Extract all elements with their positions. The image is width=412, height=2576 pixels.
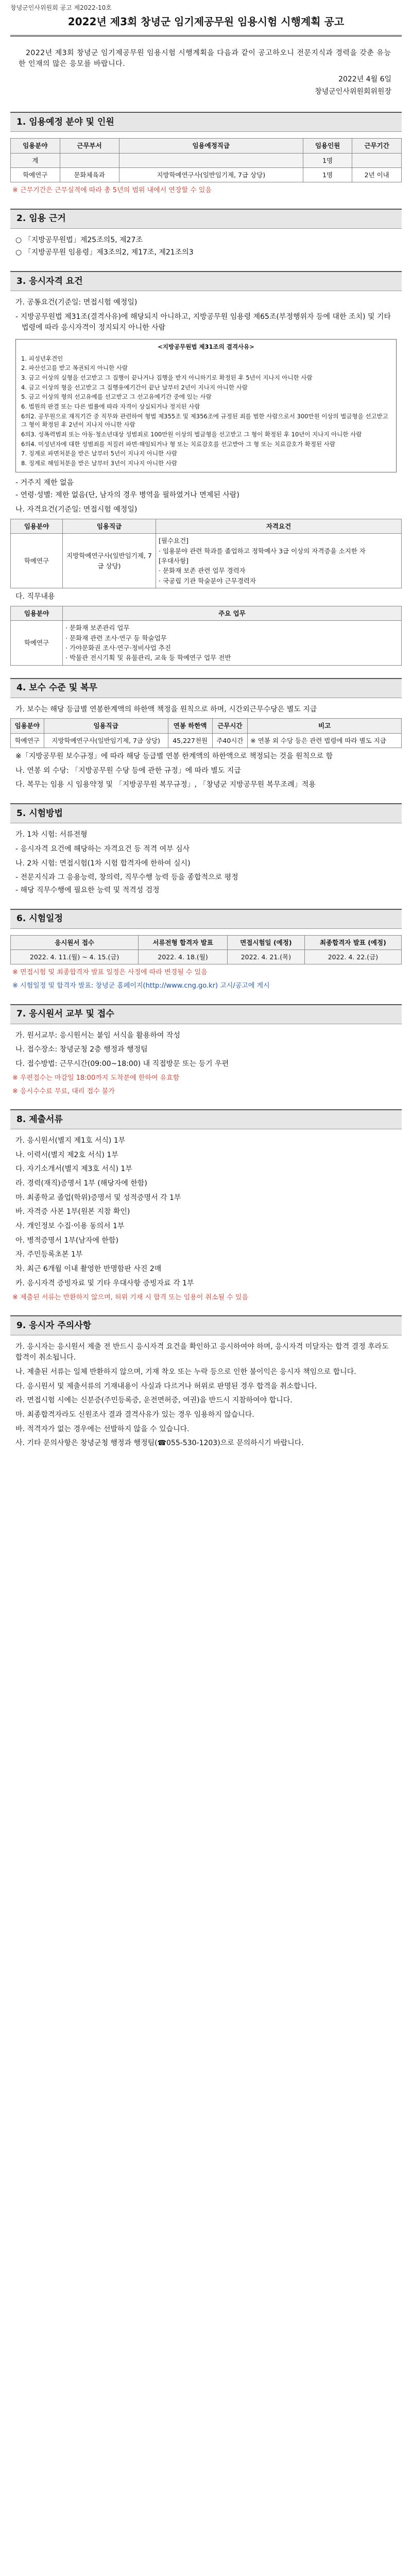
box-title: <지방공무원법 제31조의 결격사유> bbox=[158, 343, 254, 351]
subsection-title: 다. 복무는 임용 시 임용약정 및 「지방공무원 복무규정」, 「창녕군 지방공무원 복무조례」적용 bbox=[15, 781, 316, 789]
subsection-title: 가. 1차 시험: 서류전형 bbox=[15, 831, 88, 839]
section-2-title: 2. 임용 근거 bbox=[16, 213, 66, 224]
list-item: 마. 최종합격자라도 신원조사 결과 결격사유가 있는 경우 임용하지 않습니다. bbox=[15, 1411, 254, 1419]
table-row bbox=[11, 168, 402, 182]
table-header-row bbox=[11, 935, 402, 950]
section-9-header bbox=[10, 1315, 402, 1335]
box-item: 4. 금고 이상의 형을 선고받고 그 집행유예기간이 끝난 날부터 2년이 지나지 아니한 사람 bbox=[21, 383, 248, 391]
table-header: 면접시험일 (예정) bbox=[227, 935, 304, 950]
list-item: 카. 응시자격 증빙자료 및 기타 우대사항 증빙자료 각 1부 bbox=[15, 1279, 194, 1287]
table-cell: 학예연구 bbox=[11, 168, 60, 182]
box-item: 6의2. 공무원으로 재직기간 중 직무와 관련하여 형법 제355조 및 제356조에 규정된 죄를 범한 사람으로서 300만원 이상의 벌금형을 선고받고 그 형이 확정된 후 2년이 지나지 아니한 사람 bbox=[21, 412, 388, 429]
section-7-title: 7. 응시원서 교부 및 접수 bbox=[16, 1009, 114, 1020]
section-8-header bbox=[10, 1109, 402, 1129]
box-item: 1. 피성년후견인 bbox=[21, 354, 63, 362]
list-item: - 전문지식과 그 응용능력, 창의력, 직무수행 능력 등을 종합적으로 평정 bbox=[15, 873, 238, 882]
list-item: 차. 최근 6개월 이내 촬영한 반명함판 사진 2매 bbox=[15, 1265, 162, 1274]
list-item: - 연령·성별: 제한 없음(단, 남자의 경우 병역을 필하였거나 면제된 사람) bbox=[15, 491, 239, 500]
notice-page bbox=[10, 0, 402, 1449]
table-header: 근무시간 bbox=[212, 719, 248, 733]
table-row bbox=[11, 950, 402, 964]
table-cell: 지방학예연구사(일반임기제, 7급 상당) bbox=[63, 534, 156, 588]
duty-table bbox=[10, 606, 402, 666]
table-cell: 계 bbox=[11, 153, 60, 167]
section-5-header bbox=[10, 803, 402, 823]
table-row bbox=[11, 534, 402, 588]
intro-text: 2022년 제3회 창녕군 임기제공무원 임용시험 시행계획을 다음과 같이 공고하오니 전문지식과 경력을 갖춘 유능한 인재의 많은 응모를 바랍니다. bbox=[19, 48, 391, 69]
section-6-title: 6. 시험일정 bbox=[16, 913, 63, 924]
section-4-title: 4. 보수 수준 및 복무 bbox=[16, 683, 97, 693]
section-6-header bbox=[10, 909, 402, 929]
table-header: 임용직급 bbox=[44, 719, 168, 733]
table-cell: 학예연구 bbox=[11, 733, 44, 748]
disqualification-box bbox=[15, 339, 397, 472]
table-cell: 학예연구 bbox=[11, 534, 63, 588]
subsection-title: 다. 직무내용 bbox=[15, 592, 55, 601]
table-header: 연봉 하한액 bbox=[168, 719, 212, 733]
notice-number: 창녕군인사위원회 공고 제2022-10호 bbox=[10, 4, 112, 11]
schedule-note: ※ 시험일정 및 합격자 발표: 창녕군 홈페이지(http://www.cng.go.kr) 고시/공고에 게시 bbox=[12, 982, 270, 990]
list-item: 사. 기타 문의사항은 창녕군청 행정과 행정팀(☎055-530-1203)으로 문의하시기 바랍니다. bbox=[15, 1439, 304, 1448]
table-header: 주요 업무 bbox=[63, 606, 402, 620]
table-header: 최종합격자 발표 (예정) bbox=[304, 935, 401, 950]
title-divider bbox=[10, 35, 402, 37]
table-header-row bbox=[11, 139, 402, 153]
list-item: 사. 개인정보 수집·이용 동의서 1부 bbox=[15, 1222, 125, 1231]
table-header: 서류전형 합격자 발표 bbox=[139, 935, 228, 950]
list-item: 나. 접수장소: 창녕군청 2층 행정과 행정팀 bbox=[15, 1045, 148, 1054]
table-cell: 2022. 4. 21.(목) bbox=[227, 950, 304, 964]
section-4-note: ※「지방공무원 보수규정」에 따라 해당 등급별 연봉 한계액의 하한액으로 책정되는 것을 원칙으로 함 bbox=[15, 752, 333, 761]
table-cell bbox=[352, 153, 402, 167]
table-header: 자격요건 bbox=[156, 519, 402, 533]
list-item: 다. 응시원서 및 제출서류의 기재내용이 사실과 다르거나 허위로 판명된 경우 합격을 취소합니다. bbox=[15, 1382, 317, 1391]
section-1-note: ※ 근무기간은 근무실적에 따라 총 5년의 범위 내에서 연장할 수 있음 bbox=[12, 187, 212, 195]
intro-signature: 창녕군인사위원회위원장 bbox=[315, 87, 391, 96]
list-item: 가. 원서교부: 응시원서는 붙임 서식을 활용하여 작성 bbox=[15, 1031, 180, 1040]
list-item: - 응시자격 요건에 해당하는 자격요건 등 적격 여부 심사 bbox=[15, 844, 190, 853]
list-item: ※ 우편접수는 마감일 18:00까지 도착분에 한하여 유효함 bbox=[12, 1074, 180, 1082]
list-item: - 지방공무원법 제31조(결격사유)에 해당되지 아니하고, 지방공무원 임용령 제65조(부정행위자 등에 대한 조치) 및 기타 법령에 따라 응시자격이 정지되지 아니한 사람 bbox=[15, 312, 391, 332]
table-cell: ※ 연봉 외 수당 등은 관련 법령에 따라 별도 지급 bbox=[248, 733, 402, 748]
subsection-title: 나. 자격요건(기준일: 면접시험 예정일) bbox=[15, 505, 138, 514]
table-row bbox=[11, 621, 402, 666]
table-cell: 지방학예연구사(일반임기제, 7급 상당) bbox=[44, 733, 168, 748]
table-header: 임용분야 bbox=[11, 519, 63, 533]
table-row bbox=[11, 153, 402, 167]
list-item: 다. 접수방법: 근무시간(09:00~18:00) 내 직접방문 또는 등기 우편 bbox=[15, 1060, 229, 1068]
section-2-header bbox=[10, 209, 402, 229]
subsection-title: 나. 2차 시험: 면접시험(1차 시험 합격자에 한하여 실시) bbox=[15, 859, 191, 868]
table-cell: 2022. 4. 11.(월) ~ 4. 15.(금) bbox=[11, 950, 139, 964]
qualification-table bbox=[10, 519, 402, 588]
table-cell: 2년 이내 bbox=[352, 168, 402, 182]
table-header: 응시원서 접수 bbox=[11, 935, 139, 950]
section-9-title: 9. 응시자 주의사항 bbox=[16, 1320, 92, 1331]
table-header: 임용분야 bbox=[11, 606, 63, 620]
list-item: 바. 적격자가 없는 경우에는 선발하지 않을 수 있습니다. bbox=[15, 1425, 190, 1433]
list-item: - 해당 직무수행에 필요한 능력 및 적격성 검정 bbox=[15, 886, 160, 894]
list-item: - 거주지 제한 없음 bbox=[15, 478, 74, 487]
table-header-row bbox=[11, 606, 402, 620]
schedule-note: ※ 면접시험 및 최종합격자 발표 일정은 사정에 따라 변경될 수 있음 bbox=[12, 969, 208, 977]
box-item: 3. 금고 이상의 실형을 선고받고 그 집행이 끝나거나 집행을 받지 아니하기로 확정된 후 5년이 지나지 아니한 사람 bbox=[21, 374, 313, 382]
list-item: 다. 자기소개서(별지 제3호 서식) 1부 bbox=[15, 1165, 132, 1174]
section-7-header bbox=[10, 1004, 402, 1024]
box-item: 6의4. 미성년자에 대한 성범죄를 저질러 파면·해임되거나 형 또는 치료감호를 선고받아 그 형 또는 치료감호가 확정된 사람 bbox=[21, 440, 336, 448]
box-item: 6의3. 성폭력범죄 또는 아동·청소년대상 성범죄로 100만원 이상의 벌금형을 선고받고 그 형이 확정된 후 10년이 지나지 아니한 사람 bbox=[21, 431, 362, 438]
table-cell: 2022. 4. 18.(월) bbox=[139, 950, 228, 964]
section-4-header bbox=[10, 678, 402, 698]
page-title: 2022년 제3회 창녕군 임기제공무원 임용시험 시행계획 공고 bbox=[67, 15, 345, 28]
section-3-title: 3. 응시자격 요건 bbox=[16, 276, 83, 286]
table-row bbox=[11, 733, 402, 748]
table-cell bbox=[60, 153, 119, 167]
list-item: 라. 경력(재직)증명서 1부 (해당자에 한함) bbox=[15, 1179, 147, 1188]
list-item: ○ 「지방공무원 임용령」제3조의2, 제17조, 제21조의3 bbox=[15, 248, 194, 257]
table-cell bbox=[119, 153, 303, 167]
table-cell: 1명 bbox=[303, 153, 352, 167]
table-cell: 문화체육과 bbox=[60, 168, 119, 182]
list-item: 라. 면접시험 시에는 신분증(주민등록증, 운전면허증, 여권)을 반드시 지참하여야 합니다. bbox=[15, 1396, 293, 1405]
subsection-title: 나. 연봉 외 수당: 「지방공무원 수당 등에 관한 규정」에 따라 별도 지급 bbox=[15, 766, 241, 775]
table-header-row bbox=[11, 519, 402, 533]
list-item: 아. 병적증명서 1부(남자에 한함) bbox=[15, 1236, 118, 1245]
section-8-title: 8. 제출서류 bbox=[16, 1114, 63, 1125]
table-cell: 2022. 4. 22.(금) bbox=[304, 950, 401, 964]
table-cell: 45,227천원 bbox=[168, 733, 212, 748]
intro-date: 2022년 4월 6일 bbox=[338, 75, 391, 83]
list-item: 가. 응시자는 응시원서 제출 전 반드시 응시자격 요건을 확인하고 응시하여야 하며, 응시자격 미달자는 합격 결정 후라도 합격이 취소됩니다. bbox=[15, 1342, 389, 1362]
section-3-header bbox=[10, 271, 402, 291]
table-cell: 주40시간 bbox=[212, 733, 248, 748]
list-item: 마. 최종학교 졸업(학위)증명서 및 성적증명서 각 1부 bbox=[15, 1193, 181, 1202]
table-header: 비고 bbox=[248, 719, 402, 733]
list-item: 바. 자격증 사본 1부(원본 지참 확인) bbox=[15, 1208, 130, 1216]
table-cell: 1명 bbox=[303, 168, 352, 182]
list-item: 자. 주민등록초본 1부 bbox=[15, 1250, 83, 1259]
subsection-title: 가. 보수는 해당 등급별 연봉한계액의 하한액 책정을 원칙으로 하며, 시간외근무수당은 별도 지급 bbox=[15, 705, 317, 714]
box-item: 5. 금고 이상의 형의 선고유예를 선고받고 그 선고유예기간 중에 있는 사람 bbox=[21, 393, 212, 401]
list-item: ○ 「지방공무원법」제25조의5, 제27조 bbox=[15, 235, 143, 244]
box-item: 7. 징계로 파면처분을 받은 날부터 5년이 지나지 아니한 사람 bbox=[21, 450, 178, 457]
table-header: 임용직급 bbox=[63, 519, 156, 533]
table-header: 근무부서 bbox=[60, 139, 119, 153]
table-cell: 학예연구 bbox=[11, 621, 63, 666]
salary-table bbox=[10, 718, 402, 748]
section-5-title: 5. 시험방법 bbox=[16, 808, 63, 819]
table-header: 임용분야 bbox=[11, 719, 44, 733]
box-item: 2. 파산선고를 받고 복권되지 아니한 사람 bbox=[21, 364, 128, 372]
table-cell: 지방학예연구사(일반임기제, 7급 상당) bbox=[119, 168, 303, 182]
list-item: ※ 제출된 서류는 반환하지 않으며, 허위 기재 시 합격 또는 임용이 취소될 수 있음 bbox=[12, 1293, 249, 1301]
subsection-title: 가. 공통요건(기준일: 면접시험 예정일) bbox=[15, 298, 138, 307]
list-item: 나. 제출된 서류는 일체 반환하지 않으며, 기재 착오 또는 누락 등으로 인한 불이익은 응시자 책임으로 합니다. bbox=[15, 1368, 356, 1377]
table-cell: · 문화재 보존관리 업무 · 문화재 관련 조사·연구 등 학술업무 · 가야문화권 조사·연구·정비사업 추진 · 박물관 전시기획 및 유물관리, 교육 등 학예연구 업무 전반 bbox=[63, 621, 402, 666]
table-cell: [필수요건] · 임용분야 관련 학과를 졸업하고 정학예사 3급 이상의 자격증을 소지한 자 [우대사항] · 문화재 보존 관련 업무 경력자 · 국공립 기관 학술분야 근무경력자 bbox=[156, 534, 402, 588]
schedule-table bbox=[10, 935, 402, 965]
table-header-row bbox=[11, 719, 402, 733]
table-header: 임용예정직급 bbox=[119, 139, 303, 153]
list-item: 나. 이력서(별지 제2호 서식) 1부 bbox=[15, 1150, 118, 1159]
section-1-header bbox=[10, 112, 402, 132]
list-item: 가. 응시원서(별지 제1호 서식) 1부 bbox=[15, 1136, 126, 1145]
recruit-table bbox=[10, 138, 402, 182]
section-1-title: 1. 임용예정 분야 및 인원 bbox=[16, 117, 114, 128]
table-header: 임용분야 bbox=[11, 139, 60, 153]
list-item: ※ 응시수수료 무료, 대리 접수 불가 bbox=[12, 1087, 115, 1095]
table-header: 근무기간 bbox=[352, 139, 402, 153]
table-header: 임용인원 bbox=[303, 139, 352, 153]
box-item: 8. 징계로 해임처분을 받은 날부터 3년이 지나지 아니한 사람 bbox=[21, 460, 178, 467]
box-item: 6. 법원의 판결 또는 다른 법률에 따라 자격이 상실되거나 정지된 사람 bbox=[21, 403, 200, 411]
